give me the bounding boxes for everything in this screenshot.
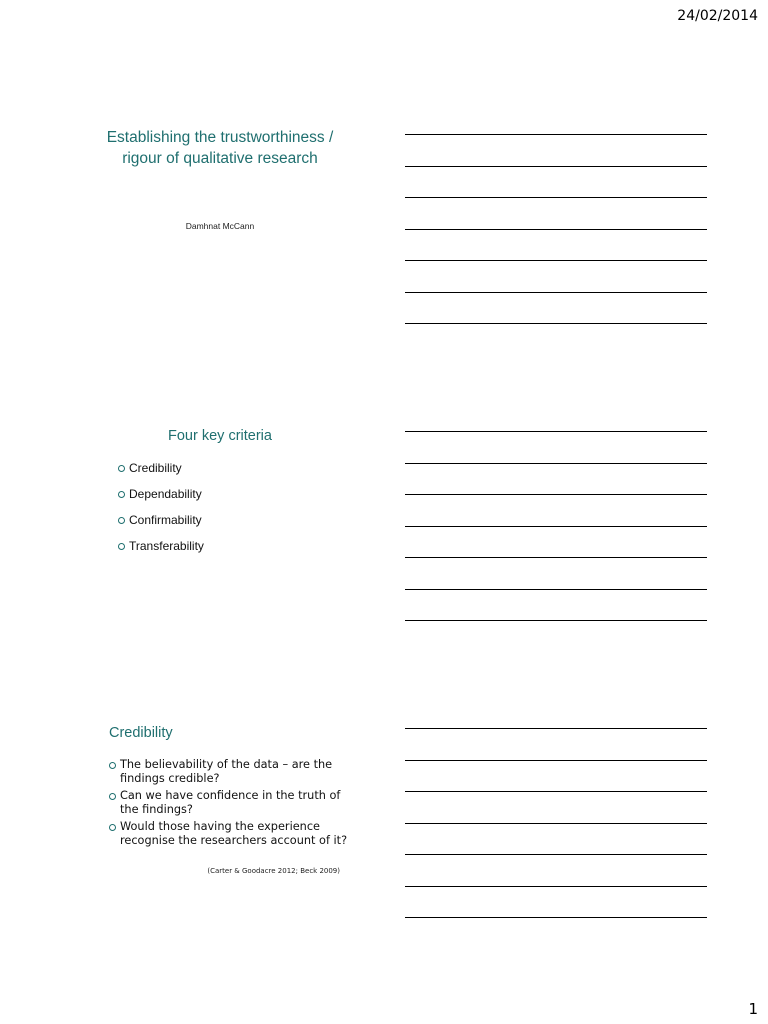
bullet-text: Credibility — [129, 461, 182, 475]
bullet-circle-icon — [109, 824, 116, 831]
slide-3-bullet-list — [109, 758, 349, 851]
note-line — [405, 229, 707, 230]
slide-3-citation: (Carter & Goodacre 2012; Beck 2009) — [207, 867, 340, 875]
slide-3-title: Credibility — [109, 725, 173, 741]
bullet-item — [109, 789, 349, 817]
bullet-text: Would those having the experience recognise the researchers account of it? — [120, 820, 348, 847]
note-line — [405, 463, 707, 464]
bullet-item — [109, 758, 349, 786]
notes-lines-slide-1 — [405, 134, 707, 355]
bullet-circle-icon — [118, 543, 125, 550]
slide-1-title-line-1: Establishing the trustworthiness / — [106, 129, 334, 146]
note-line — [405, 526, 707, 527]
note-line — [405, 760, 707, 761]
bullet-circle-icon — [109, 762, 116, 769]
slide-1-title-line-2: rigour of qualitative research — [122, 150, 318, 167]
note-line — [405, 260, 707, 261]
note-line — [405, 728, 707, 729]
bullet-text: Transferability — [129, 539, 204, 553]
note-line — [405, 292, 707, 293]
print-date: 24/02/2014 — [677, 8, 758, 24]
note-line — [405, 823, 707, 824]
note-line — [405, 166, 707, 167]
notes-lines-slide-3 — [405, 728, 707, 949]
note-line — [405, 620, 707, 621]
bullet-text: Confirmability — [129, 513, 202, 527]
note-line — [405, 589, 707, 590]
page-number: 1 — [748, 1000, 758, 1018]
bullet-circle-icon — [118, 465, 125, 472]
note-line — [405, 134, 707, 135]
notes-lines-slide-2 — [405, 431, 707, 652]
note-line — [405, 917, 707, 918]
bullet-circle-icon — [118, 517, 125, 524]
bullet-item — [118, 538, 204, 564]
bullet-item — [109, 820, 349, 848]
slide-1-title — [80, 127, 360, 169]
bullet-item — [118, 512, 204, 538]
note-line — [405, 886, 707, 887]
slide-2 — [80, 410, 360, 620]
bullet-circle-icon — [118, 491, 125, 498]
bullet-text: Dependability — [129, 487, 202, 501]
slide-1 — [80, 112, 360, 322]
slide-1-author: Damhnat McCann — [185, 221, 255, 231]
note-line — [405, 197, 707, 198]
bullet-text: Can we have confidence in the truth of the findings? — [120, 789, 341, 816]
note-line — [405, 431, 707, 432]
bullet-text: The believability of the data – are the findings credible? — [120, 758, 333, 785]
note-line — [405, 323, 707, 324]
bullet-item — [118, 460, 204, 486]
bullet-item — [118, 486, 204, 512]
note-line — [405, 557, 707, 558]
bullet-circle-icon — [109, 793, 116, 800]
slide-2-title: Four key criteria — [168, 428, 272, 444]
slide-3 — [80, 708, 360, 918]
note-line — [405, 854, 707, 855]
note-line — [405, 791, 707, 792]
note-line — [405, 494, 707, 495]
slide-2-bullet-list — [118, 460, 204, 564]
